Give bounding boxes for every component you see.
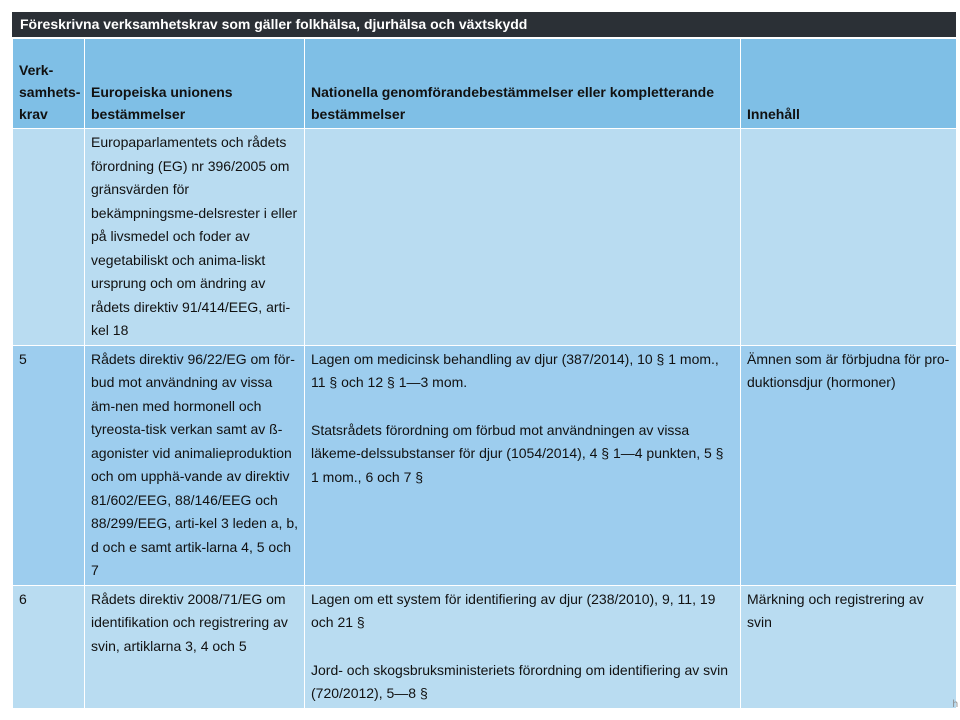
table-row (13, 129, 957, 346)
header-row (13, 39, 957, 129)
regulation-table-container (12, 12, 956, 709)
header-national-provisions: Nationella genomförandebestämmelser eller kompletterande bestämmelser (305, 39, 741, 129)
requirement-number-cell: 5 (13, 345, 85, 585)
national-provision-text: Statsrådets förordning om förbud mot användningen av vissa läkeme-delssubstanser för djur (1054/2014), 4 § 1—4 punkten, 5 § 1 mom., 6 och 7 § (311, 421, 724, 485)
national-provision-cell (305, 129, 741, 346)
regulation-table (12, 38, 957, 709)
content-cell (741, 129, 957, 346)
national-provision-cell (305, 585, 741, 708)
content-cell: Ämnen som är förbjudna för pro-duktionsdjur (hormoner) (741, 345, 957, 585)
requirement-number-cell (13, 129, 85, 346)
header-eu-provisions: Europeiska unionens bestämmelser (85, 39, 305, 129)
header-content: Innehåll (741, 39, 957, 129)
table-row (13, 585, 957, 708)
table-title: Föreskrivna verksamhetskrav som gäller folkhälsa, djurhälsa och växtskydd (12, 12, 956, 38)
eu-provision-cell: Europaparlamentets och rådets förordning (EG) nr 396/2005 om gränsvärden för bekämpningsme-delsrester i eller på livsmedel och foder av vegetabiliskt och anima-liskt ursprung och om ändring av rådets direktiv 91/414/EEG, arti-kel 18 (85, 129, 305, 346)
eu-provision-cell: Rådets direktiv 96/22/EG om för-bud mot användning av vissa äm-nen med hormonell och tyreosta-tisk verkan samt av ß-agonister vid animalieproduktion och om upphä-vande av direktiv 81/602/EEG, 88/146/EEG och 88/299/EEG, arti-kel 3 leden a, b, d och e samt artik-larna 4, 5 och 7 (85, 345, 305, 585)
national-provision-text: Lagen om medicinsk behandling av djur (387/2014), 10 § 1 mom., 11 § och 12 § 1—3 mom. (311, 350, 719, 390)
corner-mark: h (952, 699, 958, 710)
national-provision-text: Jord- och skogsbruksministeriets förordning om identifiering av svin (720/2012), 5—8 § (311, 661, 729, 701)
national-provision-text: Lagen om ett system för identifiering av djur (238/2010), 9, 11, 19 och 21 § (311, 590, 716, 630)
content-cell: Märkning och registrering av svin (741, 585, 957, 708)
national-provision-cell (305, 345, 741, 585)
eu-provision-cell: Rådets direktiv 2008/71/EG om identifikation och registrering av svin, artiklarna 3, 4 och 5 (85, 585, 305, 708)
header-requirement-number: Verk- samhets- krav (13, 39, 85, 129)
table-row (13, 345, 957, 585)
requirement-number-cell: 6 (13, 585, 85, 708)
